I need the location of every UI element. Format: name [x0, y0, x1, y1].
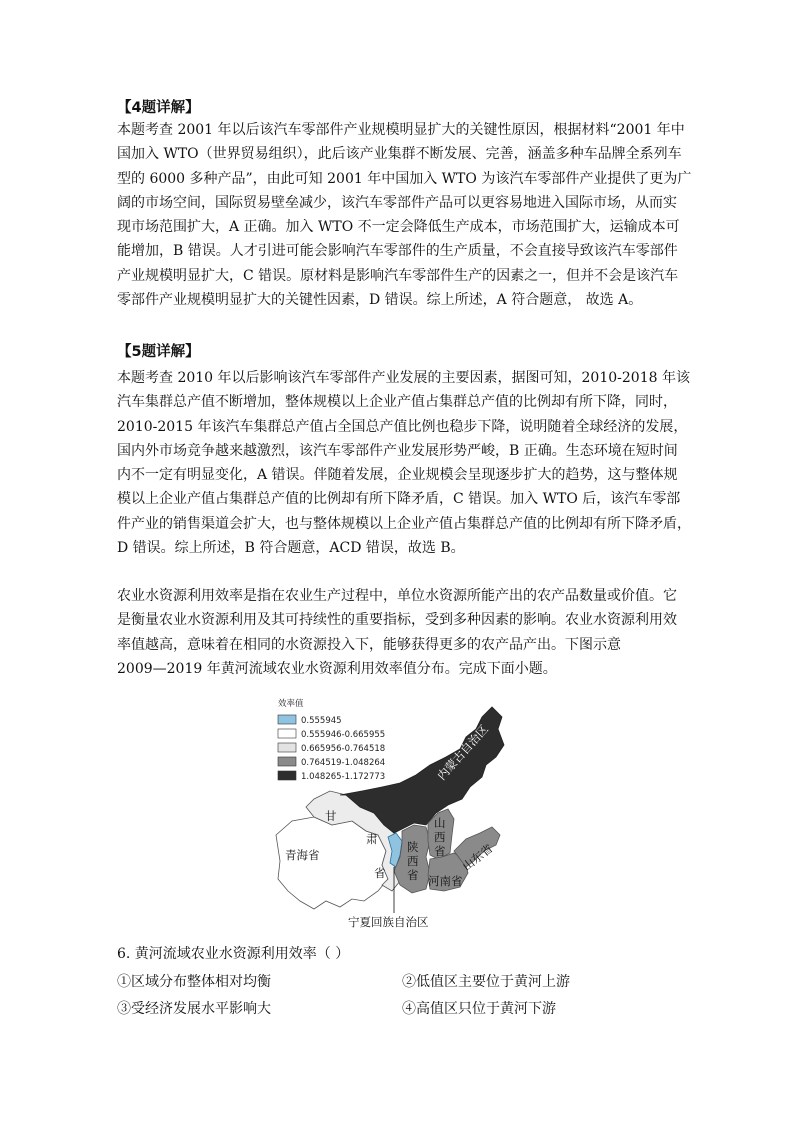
- q4-explanation: [117, 118, 692, 312]
- legend-label-5: 1.048265-1.172773: [301, 772, 386, 782]
- legend-swatch-1: [278, 715, 296, 724]
- label-ningxia: 宁夏回族自治区: [348, 915, 429, 929]
- label-gansu-3: 省: [374, 866, 386, 880]
- intro-line: 农业水资源利用效率是指在农业生产过程中，单位水资源所能产出的农产品数量或价值。它: [117, 588, 677, 604]
- legend-label-1: 0.555945: [301, 716, 342, 726]
- label-gansu-1: 甘: [325, 809, 337, 823]
- legend-label-3: 0.665956-0.764518: [301, 744, 386, 754]
- label-shanxi-3: 省: [434, 844, 446, 858]
- q4-line: 本题考查 2001 年以后该汽车零部件产业规模明显扩大的关键性原因，根据材料“2001 年中: [117, 122, 685, 138]
- q5-line: 汽车集群总产值不断增加，整体规模以上企业产值占集群总产值的比例却有所下降，同时，: [117, 394, 677, 411]
- q4-heading: 【4题详解】: [117, 100, 200, 116]
- label-gansu-2: 肃: [366, 832, 378, 846]
- q4-line: 阔的市场空间，国际贸易壁垒减少，该汽车零部件产品可以更容易地进入国际市场，从而实: [117, 194, 677, 211]
- q5-line: 件产业的销售渠道会扩大，也与整体规模以上企业产值占集群总产值的比例却有所下降矛盾，: [117, 515, 691, 532]
- q6-stem: 6. 黄河流域农业水资源利用效率（ ）: [117, 946, 350, 962]
- q5-line: 模以上企业产值占集群总产值的比例却有所下降矛盾，C 错误。加入 WTO 后，该汽车零部: [117, 491, 681, 508]
- q5-line: D 错误。综上所述，B 符合题意，ACD 错误，故选 B。: [117, 540, 465, 557]
- label-inner-mongolia: 内蒙古自治区: [434, 722, 491, 783]
- q6-option-3: ③受经济发展水平影响大: [117, 1001, 271, 1017]
- q6-option-1: ①区域分布整体相对均衡: [117, 974, 271, 990]
- label-henan: 河南省: [428, 874, 463, 888]
- q5-line: 国内外市场竞争越来越激烈，该汽车零部件产业发展形势严峻，B 正确。生态环境在短时间: [117, 442, 678, 459]
- legend-swatch-3: [278, 743, 296, 752]
- q4-line: 零部件产业规模明显扩大的关键性因素，D 错误。综上所述，A 符合题意， 故选 A。: [117, 292, 643, 309]
- legend: [278, 715, 385, 782]
- q5-line: 2010-2015 年该汽车集群总产值占全国总产值比例也稳步下降，说明随着全球经济的发展，: [117, 418, 688, 435]
- q4-line: 产业规模明显扩大，C 错误。原材料是影响汽车零部件生产的因素之一，但并不会是该汽车: [117, 267, 679, 284]
- q4-line: 现市场范围扩大，A 正确。加入 WTO 不一定会降低生产成本，市场范围扩大，运输成本可: [117, 219, 680, 236]
- legend-label-2: 0.555946-0.665955: [301, 730, 386, 740]
- intro-line: 2009—2019 年黄河流域农业水资源利用效率值分布。完成下面小题。: [117, 660, 557, 677]
- label-shaanxi-1: 陕: [407, 840, 419, 854]
- q5-heading: 【5题详解】: [117, 344, 200, 360]
- q5-explanation: [117, 366, 691, 560]
- intro-paragraph: [117, 584, 683, 681]
- legend-swatch-4: [278, 757, 296, 766]
- q4-line: 型的 6000 多种产品”，由此可知 2001 年中国加入 WTO 为该汽车零部件产业提供了更为广: [117, 170, 692, 187]
- label-shanxi-2: 西: [434, 830, 446, 844]
- label-shanxi-1: 山: [434, 816, 446, 830]
- q4-line: 能增加，B 错误。人才引进可能会影响汽车零部件的生产质量，不会直接导致该汽车零部件: [117, 243, 678, 260]
- legend-title: 效率值: [278, 699, 304, 709]
- intro-line: 是衡量农业水资源利用及其可持续性的重要指标，受到多种因素的影响。农业水资源利用效: [117, 612, 677, 629]
- legend-swatch-5: [278, 771, 296, 780]
- legend-swatch-2: [278, 729, 296, 738]
- label-qinghai: 青海省: [285, 848, 320, 862]
- label-shaanxi-3: 省: [407, 868, 419, 882]
- q4-line: 国加入 WTO（世界贸易组织），此后该产业集群不断发展、完善，涵盖多种车品牌全系列车: [117, 146, 682, 163]
- q6-option-4: ④高值区只位于黄河下游: [402, 1001, 556, 1017]
- label-shandong: 山东省: [459, 841, 496, 874]
- q5-line: 内不一定有明显变化，A 错误。伴随着发展，企业规模会呈现逐步扩大的趋势，这与整体规: [117, 467, 678, 484]
- q6-option-2: ②低值区主要位于黄河上游: [402, 974, 570, 990]
- label-shaanxi-2: 西: [407, 854, 419, 868]
- q5-line: 本题考查 2010 年以后影响该汽车零部件产业发展的主要因素，据图可知，2010-2018 年该: [117, 370, 690, 386]
- legend-label-4: 0.764519-1.048264: [301, 758, 386, 768]
- yellow-river-efficiency-map: [270, 695, 508, 931]
- intro-line: 率值越高，意味着在相同的水资源投入下，能够获得更多的农产品产出。下图示意: [117, 636, 621, 653]
